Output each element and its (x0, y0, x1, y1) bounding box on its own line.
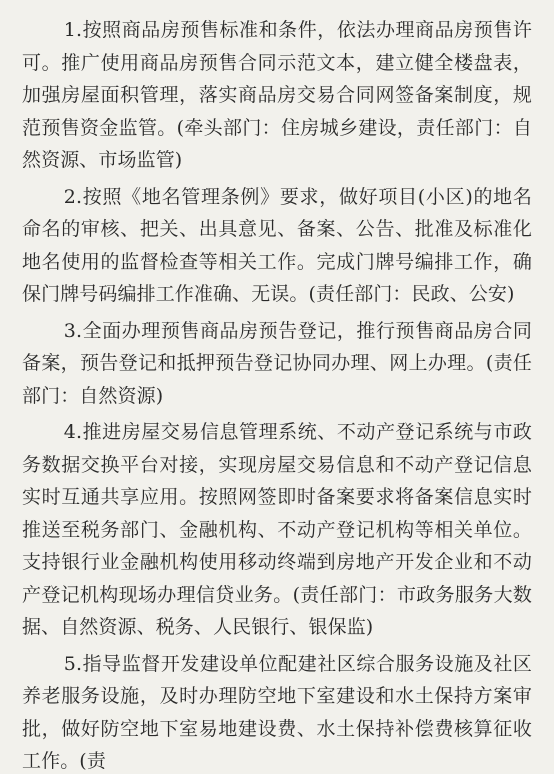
paragraph-1-text: 1.按照商品房预售标准和条件，依法办理商品房预售许可。推广使用商品房预售合同示范文本，建立健全楼盘表，加强房屋面积管理，落实商品房交易合同网签备案制度，规范预售资金监管。(牵头部门：住房城乡建设，责任部门：自然资源、市场监管) (22, 19, 532, 171)
paragraph-2-text: 2.按照《地名管理条例》要求，做好项目(小区)的地名命名的审核、把关、出具意见、备案、公告、批准及标准化地名使用的监督检查等相关工作。完成门牌号编排工作，确保门牌号码编排工作准确、无误。(责任部门：民政、公安) (22, 185, 532, 305)
paragraph-4-text: 4.推进房屋交易信息管理系统、不动产登记系统与市政务数据交换平台对接，实现房屋交易信息和不动产登记信息实时互通共享应用。按照网签即时备案要求将备案信息实时推送至税务部门、金融机构、不动产登记机构等相关单位。支持银行业金融机构使用移动终端到房地产开发企业和不动产登记机构现场办理信贷业务。(责任部门：市政务服务大数据、自然资源、税务、人民银行、银保监) (22, 421, 532, 638)
paragraph-4 (22, 416, 532, 644)
paragraph-3 (22, 315, 532, 413)
paragraph-5 (22, 648, 532, 774)
paragraph-2 (22, 181, 532, 311)
paragraph-3-text: 3.全面办理预售商品房预告登记，推行预售商品房合同备案，预告登记和抵押预告登记协同办理、网上办理。(责任部门：自然资源) (22, 319, 532, 407)
paragraph-1 (22, 14, 532, 177)
paragraph-5-text: 5.指导监督开发建设单位配建社区综合服务设施及社区养老服务设施，及时办理防空地下室建设和水土保持方案审批，做好防空地下室易地建设费、水土保持补偿费核算征收工作。(责 (22, 652, 532, 772)
